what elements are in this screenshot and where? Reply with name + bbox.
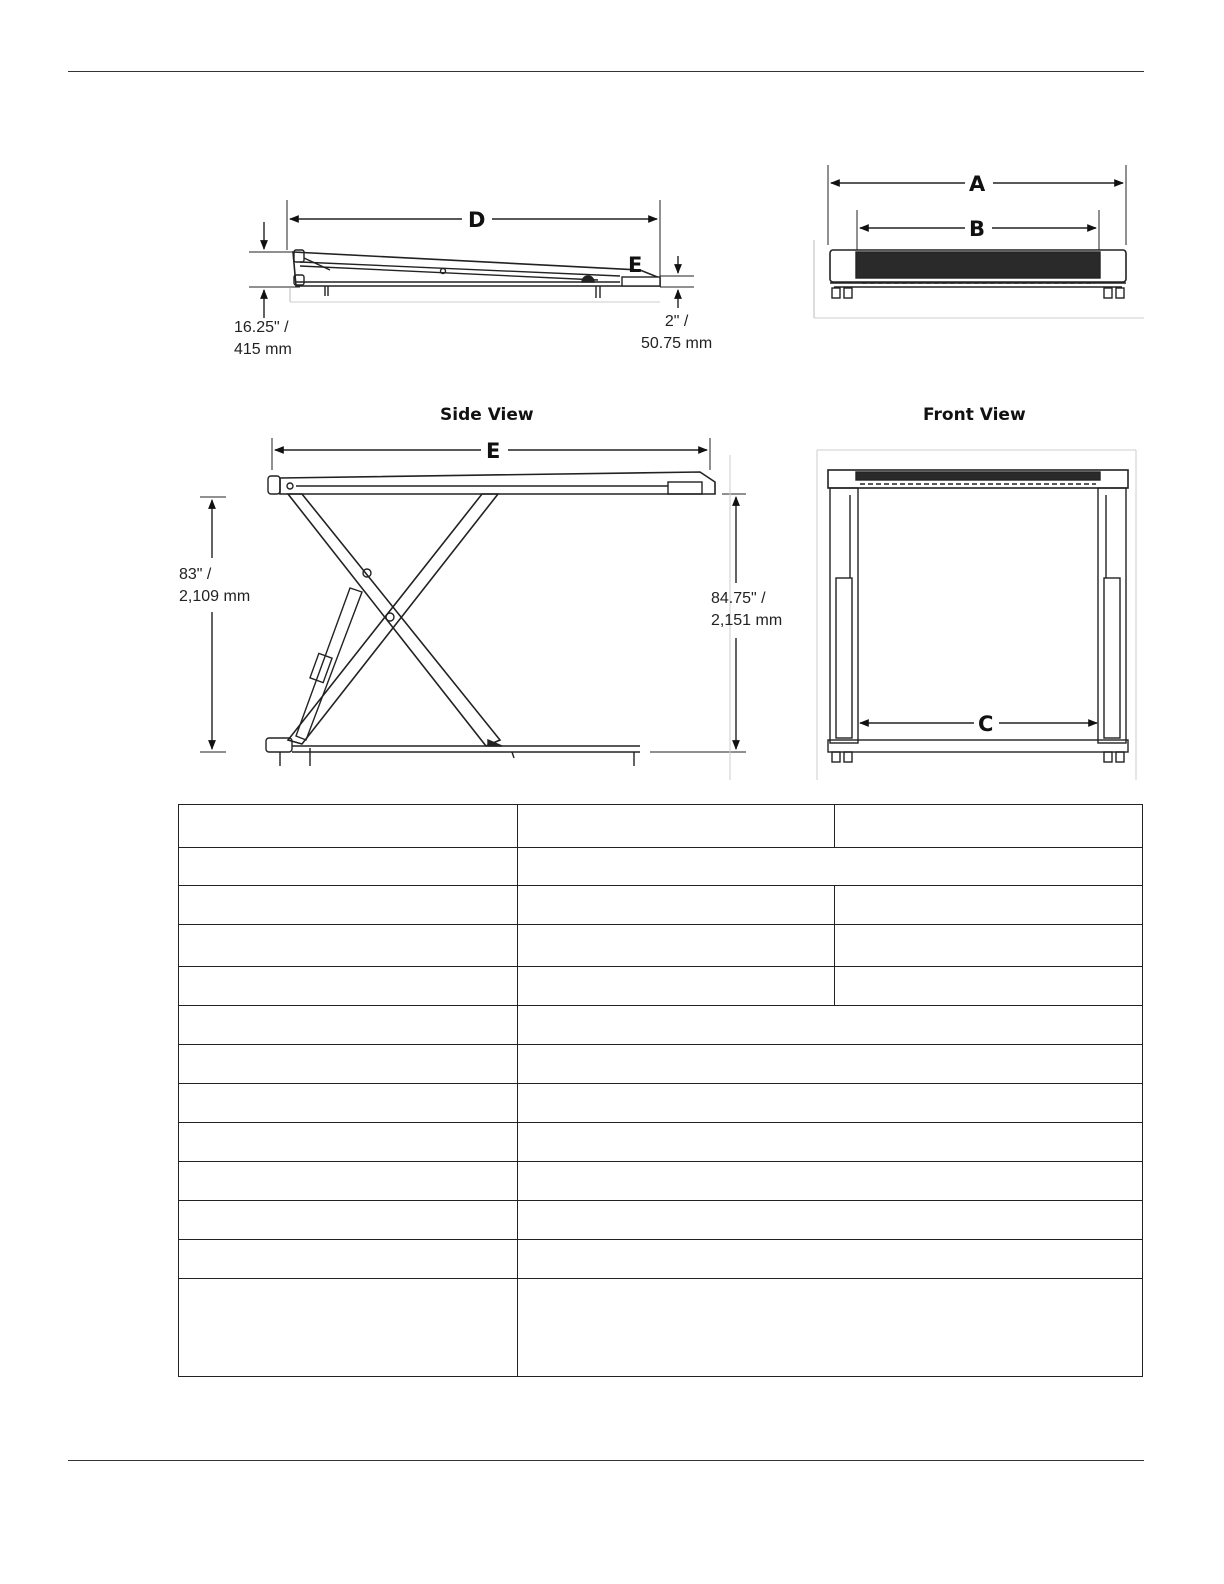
table-cell xyxy=(518,1279,1143,1377)
table-cell xyxy=(835,967,1143,1006)
table-cell xyxy=(179,1084,518,1123)
raised-height-label: 83" / 2,109 mm xyxy=(179,566,251,605)
side-view-caption: Side View xyxy=(440,405,534,425)
table-cell xyxy=(179,1162,518,1201)
table-cell xyxy=(518,1006,1143,1045)
table-cell xyxy=(179,1123,518,1162)
table-row xyxy=(179,925,1143,967)
dimension-c-label: C xyxy=(978,712,994,736)
table-row xyxy=(179,1084,1143,1123)
front-view-caption: Front View xyxy=(923,405,1026,425)
table-cell xyxy=(518,886,835,925)
table-cell xyxy=(835,886,1143,925)
table-cell xyxy=(179,925,518,967)
max-height-label: 84.75" / 2,151 mm xyxy=(711,590,783,629)
table-row xyxy=(179,886,1143,925)
table-row xyxy=(179,967,1143,1006)
table-cell xyxy=(179,1279,518,1377)
table-cell xyxy=(518,805,835,848)
raised-side-view xyxy=(200,438,746,780)
table-cell xyxy=(518,1162,1143,1201)
ramp-height-label: 2" / 50.75 mm xyxy=(641,313,713,352)
table-row xyxy=(179,805,1143,848)
table-cell xyxy=(179,1201,518,1240)
footer-rule xyxy=(68,1460,1144,1461)
table-cell xyxy=(518,967,835,1006)
table-cell xyxy=(518,1240,1143,1279)
table-cell xyxy=(179,848,518,886)
table-cell xyxy=(179,1240,518,1279)
lowered-height-label: 16.25" / 415 mm xyxy=(234,319,292,358)
dimension-a-label: A xyxy=(969,172,986,196)
table-row xyxy=(179,1045,1143,1084)
table-cell xyxy=(179,805,518,848)
table-cell xyxy=(518,925,835,967)
table-row xyxy=(179,1279,1143,1377)
raised-front-view xyxy=(817,450,1136,780)
dimension-d-label: D xyxy=(468,208,486,232)
table-cell xyxy=(179,1006,518,1045)
table-cell xyxy=(518,1201,1143,1240)
specifications-table xyxy=(178,804,1143,1377)
table-cell xyxy=(518,1123,1143,1162)
table-cell xyxy=(835,925,1143,967)
table-row xyxy=(179,1240,1143,1279)
table-cell xyxy=(518,1045,1143,1084)
dimension-b-label: B xyxy=(969,217,986,241)
table-row xyxy=(179,1162,1143,1201)
table-cell xyxy=(179,886,518,925)
table-cell xyxy=(835,805,1143,848)
table-row xyxy=(179,1006,1143,1045)
table-cell xyxy=(179,1045,518,1084)
table-row xyxy=(179,1123,1143,1162)
dimension-e-large-label: E xyxy=(486,439,501,463)
table-cell xyxy=(179,967,518,1006)
dimension-e-small-label: E xyxy=(628,253,643,277)
table-row xyxy=(179,848,1143,886)
table-cell xyxy=(518,848,1143,886)
table-cell xyxy=(518,1084,1143,1123)
table-row xyxy=(179,1201,1143,1240)
